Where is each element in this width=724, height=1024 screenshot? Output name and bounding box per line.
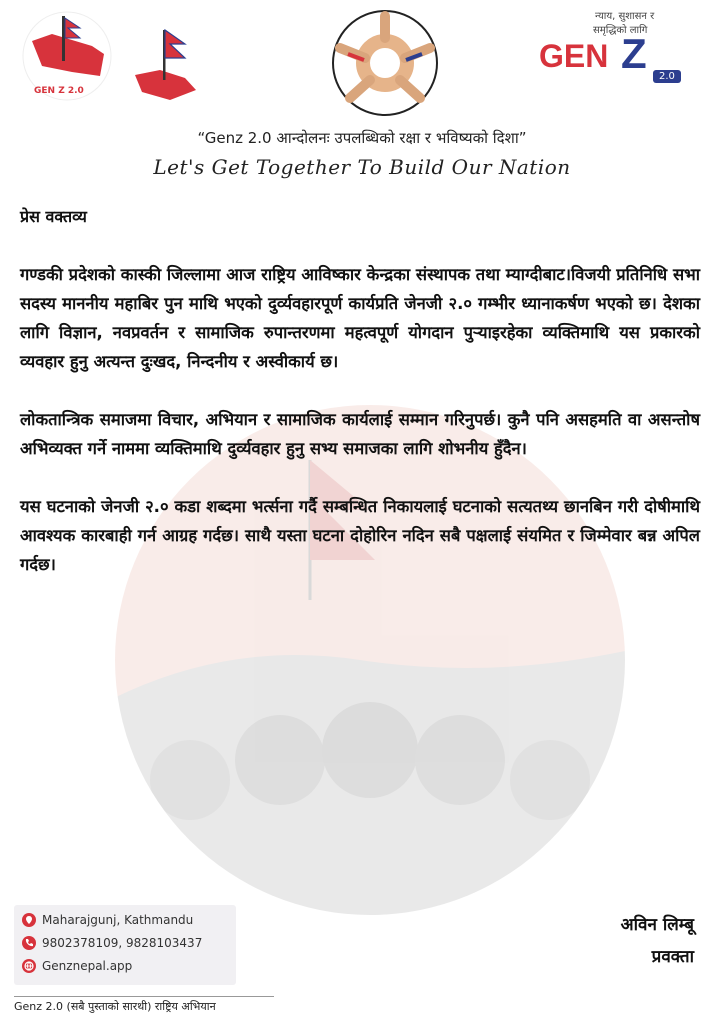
linked-hands-icon — [330, 8, 440, 118]
genz-wordmark-logo — [535, 6, 705, 86]
phone-icon — [22, 936, 36, 950]
wordmark-subtitle-1: न्याय, सुशासन र — [595, 11, 655, 22]
signatory-role: प्रवक्ता — [651, 947, 694, 967]
contact-address-row — [22, 913, 193, 927]
tagline-nepali: “Genz 2.0 आन्दोलनः उपलब्धिको रक्षा र भविष्यको दिशा” — [197, 129, 527, 147]
wordmark-z: Z — [621, 30, 647, 77]
genz-circle-logo-text: GEN Z 2.0 — [34, 86, 84, 96]
wordmark-version: 2.0 — [653, 70, 681, 83]
contact-phone: 9802378109, 9828103437 — [42, 936, 203, 950]
paragraph: गण्डकी प्रदेशको कास्की जिल्लामा आज राष्ट्रिय आविष्कार केन्द्रका संस्थापक तथा म्याग्दीबाट।विजयी प्रतिनिधि सभा सदस्य माननीय महाबिर पुन माथि भएको दुर्व्यवहारपूर्ण कार्यप्रति जेनजी २.० गम्भीर ध्यानाकर्षण भएको छ। देशका लागि विज्ञान, नवप्रवर्तन र सामाजिक रुपान्तरणमा महत्वपूर्ण योगदान पुर्‍याइरहेका व्यक्तिमाथि यस प्रकारको व्यवहार हुनु अत्यन्त दुःखद, निन्दनीय र अस्वीकार्य छ। — [20, 265, 700, 371]
press-statement-heading: प्रेस वक्तव्य — [20, 207, 87, 226]
wordmark-gen: GEN — [539, 38, 609, 74]
signatory-name: अविन लिम्बू — [620, 915, 694, 935]
globe-icon — [22, 959, 36, 973]
contact-website-row — [22, 959, 132, 973]
paragraph: यस घटनाको जेनजी २.० कडा शब्दमा भर्त्सना गर्दै सम्बन्धित निकायलाई घटनाको सत्यतथ्य छानबिन गरी दोषीमाथि आवश्यक कारबाही गर्न आग्रह गर्दछ। साथै यस्ता घटना दोहोरिन नदिन सबै पक्षलाई संयमित र जिम्मेवार बन्न अपिल गर्दछ। — [20, 497, 700, 574]
contact-box — [14, 905, 236, 985]
paragraph: लोकतान्त्रिक समाजमा विचार, अभियान र सामाजिक कार्यलाई सम्मान गरिनुपर्छ। कुनै पनि असहमति वा असन्तोष अभिव्यक्त गर्ने नाममा व्यक्तिमाथि दुर्व्यवहार हुनु सभ्य समाजका लागि शोभनीय हुँदैन। — [20, 410, 700, 458]
tagline-english: Let's Get Together To Build Our Nation — [153, 155, 571, 179]
footer-campaign-line: Genz 2.0 (सबै पुस्ताको सारथी) राष्ट्रिय अभियान — [14, 996, 274, 1014]
contact-phone-row — [22, 936, 202, 950]
wordmark-subtitle-2: समृद्धिको लागि — [593, 25, 648, 36]
statement-body — [20, 260, 700, 608]
nepal-flag-map-icon — [130, 20, 200, 110]
location-pin-icon — [22, 913, 36, 927]
contact-address: Maharajgunj, Kathmandu — [42, 913, 194, 927]
contact-website: Genznepal.app — [42, 959, 133, 973]
